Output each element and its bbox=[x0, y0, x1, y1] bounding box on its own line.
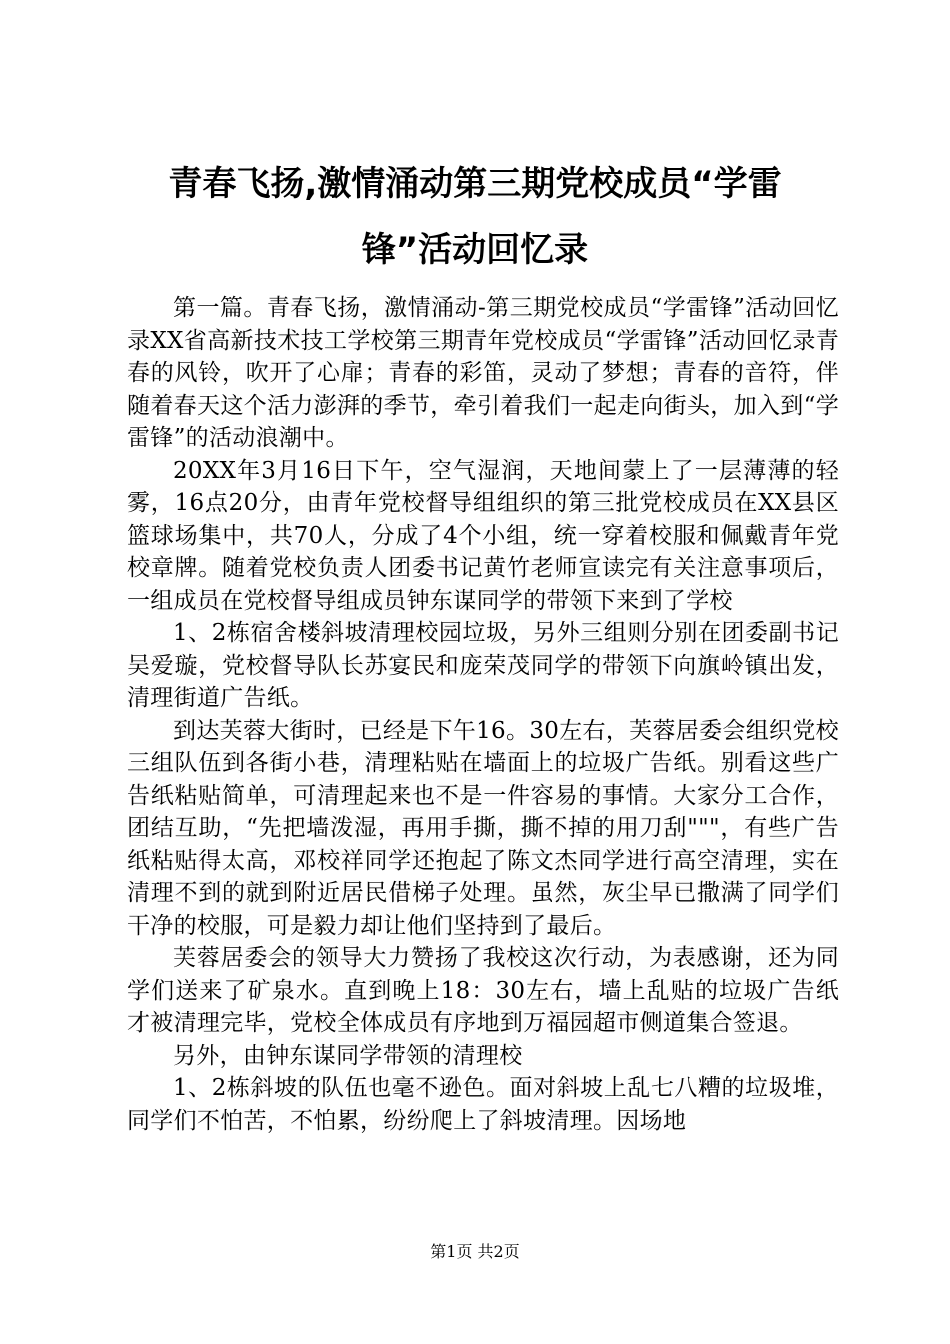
page-footer: 第1页 共2页 bbox=[430, 1242, 520, 1261]
paragraph-1: 第一篇。青春飞扬，激情涌动-第三期党校成员“学雷锋”活动回忆录XX省高新技术技工学校第三期青年党校成员“学雷锋”活动回忆录青春的风铃，吹开了心扉；青春的彩笛，灵动了梦想；青春的音符，伴随着春天这个活力澎湃的季节，牵引着我们一起走向街头，加入到“学雷锋”的活动浪潮中。 bbox=[127, 295, 839, 451]
paragraph-7: 1、2栋斜坡的队伍也毫不逊色。面对斜坡上乱七八糟的垃圾堆，同学们不怕苦，不怕累，纷纷爬上了斜坡清理。因场地 bbox=[127, 1075, 839, 1134]
paragraph-4: 到达芙蓉大街时，已经是下午16。30左右，芙蓉居委会组织党校三组队伍到各街小巷，清理粘贴在墙面上的垃圾广告纸。别看这些广告纸粘贴简单，可清理起来也不是一件容易的事情。大家分工合作，团结互助，“先把墙泼湿，再用手撕，撕不掉的用刀刮"""，有些广告纸粘贴得太高，邓校祥同学还抱起了陈文杰同学进行高空清理，实在清理不到的就到附近居民借梯子处理。虽然，灰尘早已撒满了同学们干净的校服，可是毅力却让他们坚持到了最后。 bbox=[127, 717, 839, 939]
paragraph-5: 芙蓉居委会的领导大力赞扬了我校这次行动，为表感谢，还为同学们送来了矿泉水。直到晚上18：30左右，墙上乱贴的垃圾广告纸才被清理完毕，党校全体成员有序地到万福园超市侧道集合签退。 bbox=[127, 945, 839, 1036]
document-body bbox=[127, 292, 839, 1137]
document-title-line-1: 青春飞扬,激情涌动第三期党校成员“学雷 bbox=[168, 164, 782, 204]
paragraph-2: 20XX年3月16日下午，空气湿润，天地间蒙上了一层薄薄的轻雾，16点20分，由青年党校督导组组织的第三批党校成员在XX县区篮球场集中，共70人，分成了4个小组，统一穿着校服和佩戴青年党校章牌。随着党校负责人团委书记黄竹老师宣读完有关注意事项后，一组成员在党校督导组成员钟东谋同学的带领下来到了学校 bbox=[127, 457, 839, 614]
paragraph-6: 另外，由钟东谋同学带领的清理校 bbox=[173, 1042, 523, 1069]
document-title-line-2: 锋”活动回忆录 bbox=[361, 230, 589, 270]
paragraph-3: 1、2栋宿舍楼斜坡清理校园垃圾，另外三组则分别在团委副书记吴爱璇，党校督导队长苏宴民和庞荣茂同学的带领下向旗岭镇出发，清理街道广告纸。 bbox=[127, 620, 839, 711]
